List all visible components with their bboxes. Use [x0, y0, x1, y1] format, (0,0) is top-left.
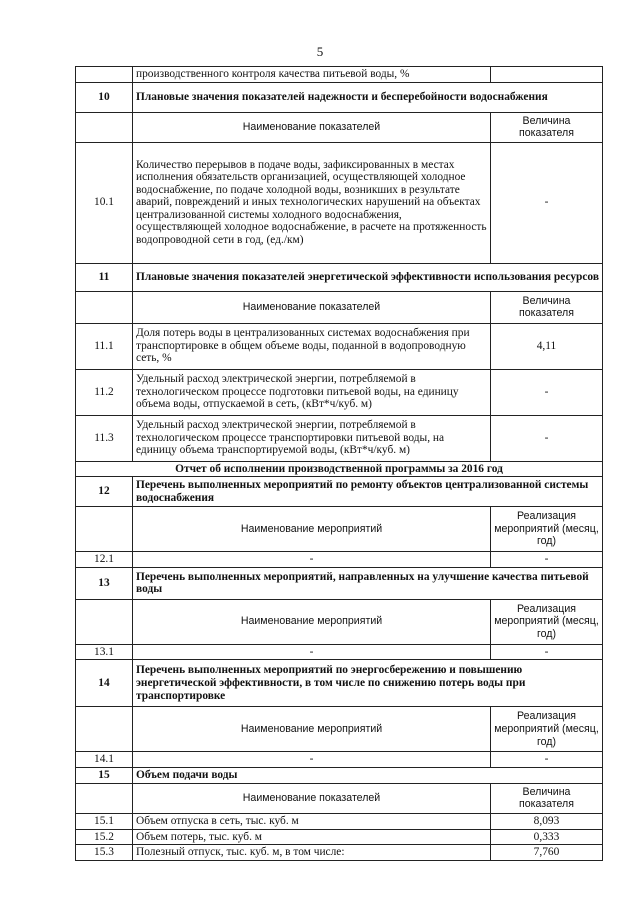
row-number: 14.1	[76, 752, 133, 768]
section-14-header	[76, 660, 603, 707]
row-value: -	[491, 142, 603, 263]
section-title: Перечень выполненных мероприятий, направленных на улучшение качества питьевой воды	[133, 567, 603, 599]
row-value: -	[491, 752, 603, 768]
production-program-table	[75, 66, 603, 861]
section-number: 10	[76, 82, 133, 112]
column-header-row	[76, 599, 603, 644]
column-header-value: Величина показателя	[491, 112, 603, 142]
section-number: 15	[76, 767, 133, 783]
section-15-header	[76, 767, 603, 783]
row-number-cell	[76, 67, 133, 83]
section-number: 14	[76, 660, 133, 707]
table-row	[76, 752, 603, 768]
section-13-header	[76, 567, 603, 599]
row-text: -	[133, 752, 491, 768]
column-header-row	[76, 507, 603, 552]
column-header-row	[76, 783, 603, 813]
column-header-value: Величина показателя	[491, 783, 603, 813]
row-number: 11.1	[76, 323, 133, 369]
row-value: 4,11	[491, 323, 603, 369]
column-header-value: Величина показателя	[491, 291, 603, 323]
section-title: Перечень выполненных мероприятий по энергосбережению и повышению энергетической эффективности, в том числе по снижению потерь воды при транспортировке	[133, 660, 603, 707]
empty-cell	[76, 707, 133, 752]
column-header-name: Наименование мероприятий	[133, 707, 491, 752]
row-text: Удельный расход электрической энергии, потребляемой в технологическом процессе транспортировки питьевой воды, на единицу объема транспортируемой воды, (кВт*ч/куб. м)	[133, 415, 491, 461]
report-title: Отчет об исполнении производственной программы за 2016 год	[76, 461, 603, 477]
table-row	[76, 415, 603, 461]
row-text: производственного контроля качества питьевой воды, %	[133, 67, 491, 83]
row-text: Объем потерь, тыс. куб. м	[133, 829, 491, 845]
row-value: -	[491, 369, 603, 415]
row-number: 13.1	[76, 644, 133, 660]
row-number: 11.3	[76, 415, 133, 461]
empty-cell	[76, 599, 133, 644]
section-title: Перечень выполненных мероприятий по ремонту объектов централизованной системы водоснабжения	[133, 477, 603, 507]
row-value: -	[491, 644, 603, 660]
row-text: Полезный отпуск, тыс. куб. м, в том числе:	[133, 845, 491, 861]
row-number: 11.2	[76, 369, 133, 415]
row-value: 0,333	[491, 829, 603, 845]
column-header-name: Наименование мероприятий	[133, 507, 491, 552]
column-header-name: Наименование показателей	[133, 112, 491, 142]
column-header-name: Наименование показателей	[133, 783, 491, 813]
column-header-row	[76, 112, 603, 142]
section-11-header	[76, 263, 603, 291]
column-header-name: Наименование показателей	[133, 291, 491, 323]
page-number: 5	[316, 44, 324, 59]
row-text: Объем отпуска в сеть, тыс. куб. м	[133, 813, 491, 829]
table-row	[76, 552, 603, 568]
table-row	[76, 369, 603, 415]
table-row	[76, 845, 603, 861]
row-number: 15.3	[76, 845, 133, 861]
section-title: Объем подачи воды	[133, 767, 603, 783]
row-text: -	[133, 644, 491, 660]
section-number: 11	[76, 263, 133, 291]
row-text: Доля потерь воды в централизованных системах водоснабжения при транспортировке в общем объеме воды, поданной в водопроводную сеть, %	[133, 323, 491, 369]
row-value: 8,093	[491, 813, 603, 829]
empty-cell	[76, 507, 133, 552]
row-text: Удельный расход электрической энергии, потребляемой в технологическом процессе подготовки питьевой воды, на единицу объема воды, отпускаемой в сеть, (кВт*ч/куб. м)	[133, 369, 491, 415]
section-number: 12	[76, 477, 133, 507]
section-10-header	[76, 82, 603, 112]
row-number: 12.1	[76, 552, 133, 568]
column-header-row	[76, 291, 603, 323]
table-row	[76, 644, 603, 660]
row-text: Количество перерывов в подаче воды, зафиксированных в местах исполнения обязательств организацией, осуществляющей холодное водоснабжение, по подаче холодной воды, возникших в результате аварий, повреждений и иных технологических нарушений на объектах централизованной системы холодного водоснабжения, осуществляющей холодное водоснабжение, в расчете на протяженность водопроводной сети в год, (ед./км)	[133, 142, 491, 263]
column-header-value: Реализация мероприятий (месяц, год)	[491, 599, 603, 644]
table-row	[76, 142, 603, 263]
row-number: 15.1	[76, 813, 133, 829]
empty-cell	[76, 783, 133, 813]
empty-cell	[76, 112, 133, 142]
row-number: 15.2	[76, 829, 133, 845]
table-row	[76, 813, 603, 829]
row-value: 7,760	[491, 845, 603, 861]
column-header-name: Наименование мероприятий	[133, 599, 491, 644]
row-text: -	[133, 552, 491, 568]
section-title: Плановые значения показателей энергетической эффективности использования ресурсов	[133, 263, 603, 291]
section-title: Плановые значения показателей надежности и бесперебойности водоснабжения	[133, 82, 603, 112]
table-row	[76, 323, 603, 369]
row-value: -	[491, 552, 603, 568]
table-row	[76, 829, 603, 845]
column-header-row	[76, 707, 603, 752]
column-header-value: Реализация мероприятий (месяц, год)	[491, 707, 603, 752]
empty-cell	[76, 291, 133, 323]
table-row	[76, 67, 603, 83]
report-title-row	[76, 461, 603, 477]
row-value: -	[491, 415, 603, 461]
section-12-header	[76, 477, 603, 507]
section-number: 13	[76, 567, 133, 599]
row-number: 10.1	[76, 142, 133, 263]
column-header-value: Реализация мероприятий (месяц, год)	[491, 507, 603, 552]
row-value	[491, 67, 603, 83]
